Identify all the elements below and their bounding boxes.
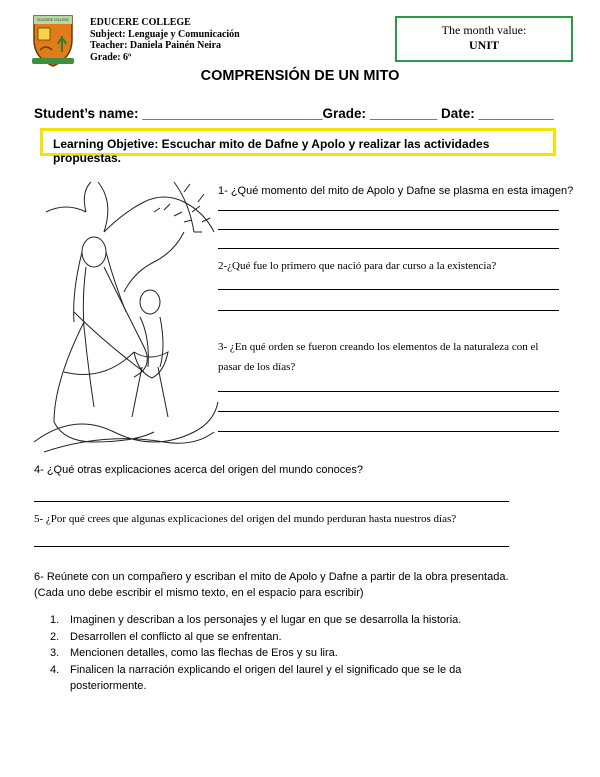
school-info [90,17,240,63]
answer-line[interactable] [34,546,509,547]
list-item: 4. Finalicen la narración explicando el origen del laurel y el significado que se le da [50,663,462,676]
logo-text: EDUCERE COLLEGE [37,18,69,22]
answer-line[interactable] [218,310,559,311]
answer-line[interactable] [218,248,559,249]
answer-line[interactable] [218,391,559,392]
answer-line[interactable] [218,431,559,432]
question-3-continued: pasar de los días? [218,361,296,373]
learning-objective: Learning Objetive: Escuchar mito de Dafne y Apolo y realizar las actividades propuestas. [40,128,556,156]
school-logo [30,10,76,68]
question-6-instructions: (Cada uno debe escribir el mismo texto, en el espacio para escribir) [34,587,364,599]
list-item: 1. Imaginen y describan a los personajes y el lugar en que se desarrolla la historia. [50,614,462,626]
month-label: The month value: [441,23,527,37]
student-info-line[interactable]: Student’s name: ________________________Grade: _________ Date: __________ [34,106,554,121]
question-3: 3- ¿En qué orden se fueron creando los elementos de la naturaleza con el [218,341,539,353]
page-title: COMPRENSIÓN DE UN MITO [200,68,400,84]
month-value: UNIT [468,38,499,52]
question-1: 1- ¿Qué momento del mito de Apolo y Dafne se plasma en esta imagen? [218,185,574,197]
teacher-line: Teacher: Daniela Painén Neira [90,40,222,51]
list-item: posteriormente. [70,680,147,692]
answer-line[interactable] [218,411,559,412]
question-2: 2-¿Qué fue lo primero que nació para dar curso a la existencia? [218,260,497,272]
subject-line: Subject: Lenguaje y Comunicación [90,28,240,40]
month-value-box [395,16,573,62]
question-4: 4- ¿Qué otras explicaciones acerca del origen del mundo conoces? [34,464,363,476]
list-item: 3. Mencionen detalles, como las flechas de Eros y su lira. [50,647,338,659]
apolo-dafne-illustration [34,172,220,457]
list-item: 2. Desarrollen el conflicto al que se enfrentan. [50,630,282,643]
answer-line[interactable] [218,289,559,290]
steps-list [50,612,461,695]
answer-line[interactable] [218,229,559,230]
question-5: 5- ¿Por qué crees que algunas explicaciones del origen del mundo perduran hasta nuestros días? [34,513,457,525]
answer-line[interactable] [218,210,559,211]
question-6: 6- Reúnete con un compañero y escriban el mito de Apolo y Dafne a partir de la obra presentada. [34,571,509,583]
school-name: EDUCERE COLLEGE [90,17,191,28]
answer-line[interactable] [34,501,509,502]
grade-line: Grade: 6º [90,51,132,63]
